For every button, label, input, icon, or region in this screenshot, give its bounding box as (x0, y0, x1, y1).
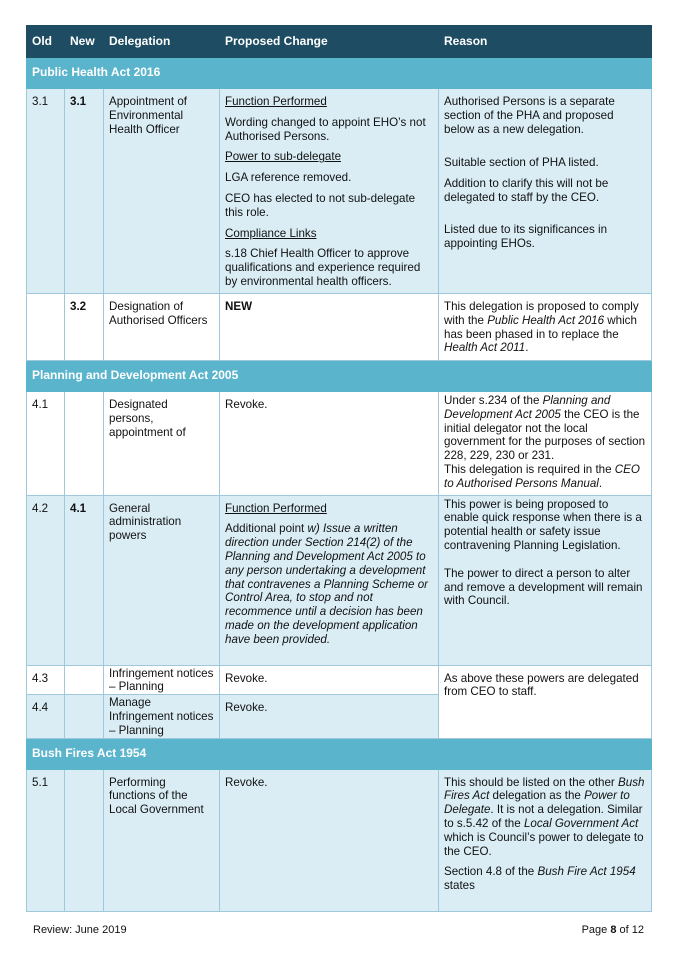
header-new: New (65, 26, 104, 58)
new-number (65, 665, 104, 695)
reason-text: This power is being proposed to enable quick response when there is a potential health or safety issue contravening Planning Legislation. (444, 497, 642, 552)
new-number (65, 769, 104, 911)
delegation-name: General administration powers (104, 495, 220, 665)
change-heading: Power to sub-delegate (225, 150, 342, 164)
section-row (27, 738, 652, 769)
change-heading: Compliance Links (225, 226, 317, 240)
new-number: 4.1 (65, 495, 104, 665)
reason-text: This delegation is proposed to comply with the (444, 300, 639, 327)
reason-text: This should be listed on the other Bush Fires Act delegation as the Power to Delegate. It is not a delegation. Similar to s.5.42 of the Local Government Act which is Council’s power to delegate to the CEO. (444, 775, 645, 858)
reason-text: Listed due to its significances in appointing EHOs. (444, 222, 608, 250)
reason (439, 769, 652, 911)
reason: As above these powers are delegated from CEO to staff. (439, 665, 652, 738)
old-number: 4.1 (27, 392, 65, 496)
reason-text: The power to direct a person to alter and remove a development will remain with Council. (444, 566, 643, 608)
old-number: 3.1 (27, 89, 65, 294)
table-row (27, 392, 652, 496)
proposed-change (220, 89, 439, 294)
new-number (65, 392, 104, 496)
footer-page-number: Page 8 of 12 (581, 924, 644, 936)
footer-review-date: Review: June 2019 (33, 924, 127, 936)
table-row (27, 294, 652, 361)
reason (439, 392, 652, 496)
proposed-change: Revoke. (220, 665, 439, 695)
proposed-change (220, 495, 439, 665)
change-text: Additional point w) Issue a written direction under Section 214(2) of the Planning and Development Act 2005 to any person undertaking a development that contravenes a Planning Scheme or Control Area, to stop and not recommence until a decision has been made on the development application have been provided. (225, 522, 429, 646)
reason-text: Addition to clarify this will not be delegated to staff by the CEO. (444, 177, 609, 204)
reason-act-name: Public Health Act 2016 (487, 313, 605, 327)
delegation-name: Designated persons, appointment of (104, 392, 220, 496)
delegations-table (26, 25, 652, 912)
delegation-name: Infringement notices – Planning (104, 665, 220, 695)
change-text: LGA reference removed. (225, 171, 352, 185)
new-number: 3.2 (65, 294, 104, 361)
section-title-bush-fires-act: Bush Fires Act 1954 (27, 738, 652, 769)
section-row (27, 361, 652, 392)
delegation-name: Appointment of Environmental Health Officer (104, 89, 220, 294)
proposed-change: Revoke. (220, 695, 439, 738)
reason-text: which has been phased in to replace the (444, 313, 637, 341)
reason-text: This delegation is required in the CEO to Authorised Persons Manual. (444, 462, 640, 490)
delegation-name: Performing functions of the Local Government (104, 769, 220, 911)
table-header-row (27, 26, 652, 58)
change-text: CEO has elected to not sub-delegate this role. (225, 191, 416, 219)
table-row (27, 769, 652, 911)
change-heading: Function Performed (225, 501, 327, 515)
old-number: 5.1 (27, 769, 65, 911)
change-text: s.18 Chief Health Officer to approve qualifications and experience required by environmental health officers. (225, 247, 421, 288)
header-reason: Reason (439, 26, 652, 58)
reason (439, 294, 652, 361)
reason-text: Under s.234 of the Planning and Development Act 2005 the CEO is the initial delegator not the local government for the purposes of section 228, 229, 230 or 231. (444, 394, 646, 463)
old-number: 4.2 (27, 495, 65, 665)
old-number: 4.4 (27, 695, 65, 738)
reason-text: Authorised Persons is a separate section of the PHA and proposed below as a new delegation. (444, 95, 615, 136)
new-number: 3.1 (65, 89, 104, 294)
section-title-public-health-act: Public Health Act 2016 (27, 58, 652, 89)
new-number (65, 695, 104, 738)
reason-text: Section 4.8 of the Bush Fire Act 1954 states (444, 865, 636, 893)
reason (439, 495, 652, 665)
section-row (27, 58, 652, 89)
reason-act-name: Health Act 2011 (444, 341, 526, 355)
header-proposed-change: Proposed Change (220, 26, 439, 58)
reason (439, 89, 652, 294)
reason-text: . (525, 341, 529, 355)
header-delegation: Delegation (104, 26, 220, 58)
old-number (27, 294, 65, 361)
delegation-name: Designation of Authorised Officers (104, 294, 220, 361)
change-text: Wording changed to appoint EHO’s not Authorised Persons. (225, 115, 426, 143)
table-row (27, 89, 652, 294)
reason-text: Suitable section of PHA listed. (444, 156, 599, 170)
section-title-planning-development-act: Planning and Development Act 2005 (27, 361, 652, 392)
header-old: Old (27, 26, 65, 58)
table-row (27, 495, 652, 665)
delegation-name: Manage Infringement notices – Planning (104, 695, 220, 738)
proposed-change: Revoke. (220, 392, 439, 496)
old-number: 4.3 (27, 665, 65, 695)
proposed-change: NEW (220, 294, 439, 361)
change-heading: Function Performed (225, 95, 327, 108)
table-row (27, 665, 652, 695)
proposed-change: Revoke. (220, 769, 439, 911)
